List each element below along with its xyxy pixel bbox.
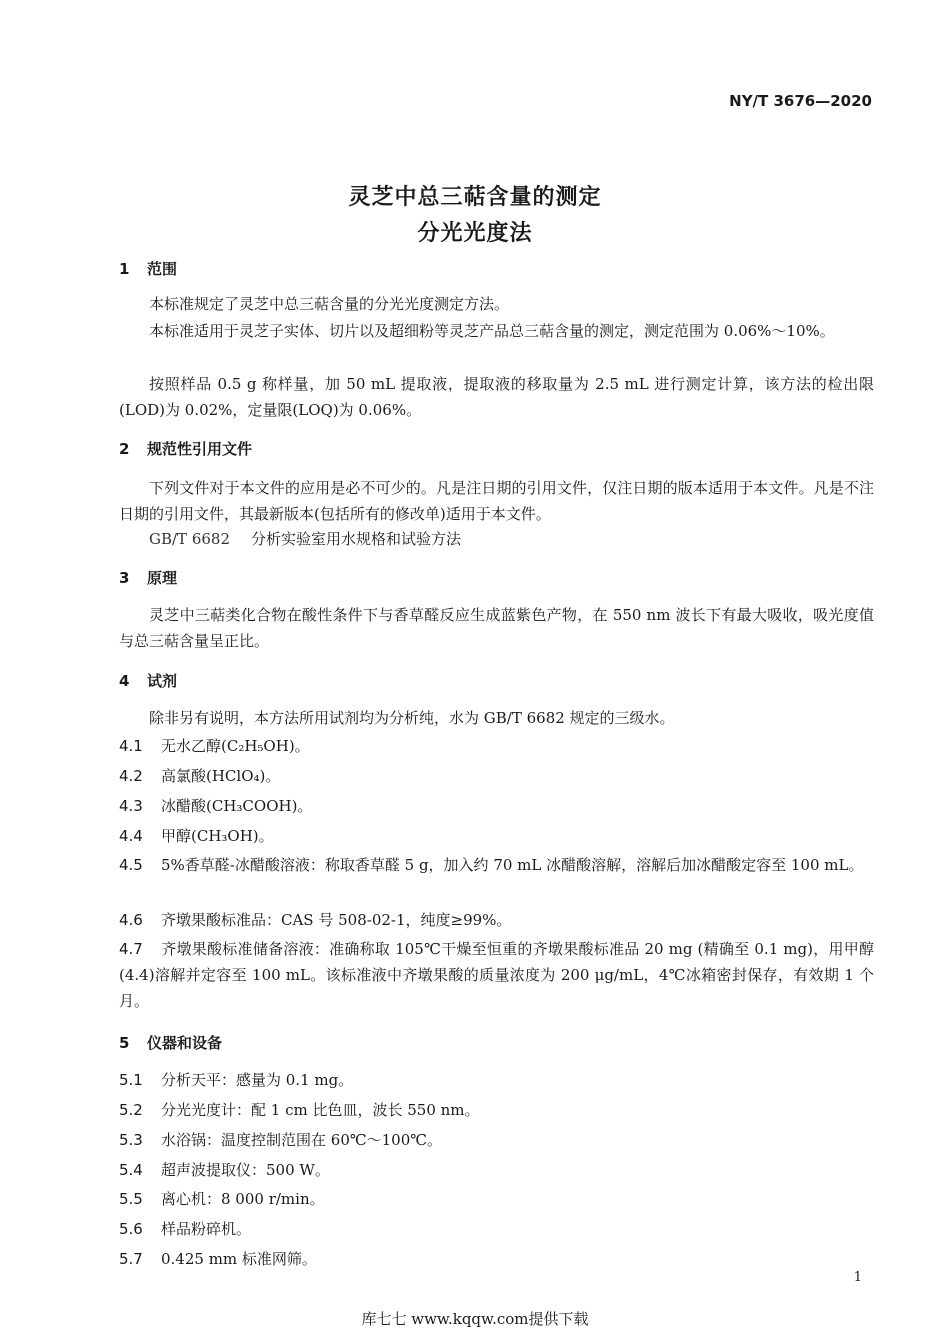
item-text: 超声波提取仪：500 W。	[161, 1161, 330, 1179]
item-number: 4.3	[119, 797, 143, 815]
item-number: 5.3	[119, 1131, 143, 1149]
section-heading-reagents	[119, 670, 177, 691]
apparatus-item	[119, 1067, 874, 1093]
download-footer: 库七七 www.kqqw.com提供下载	[361, 1310, 589, 1328]
section-heading-apparatus	[119, 1032, 222, 1053]
item-text: 甲醇(CH₃OH)。	[161, 827, 274, 845]
standard-number: NY/T 3676—2020	[729, 92, 872, 110]
item-number: 4.5	[119, 856, 143, 874]
reagent-item	[119, 793, 874, 819]
item-number: 5.1	[119, 1071, 143, 1089]
reagent-item	[119, 733, 874, 759]
section-title: 试剂	[147, 672, 178, 690]
paragraph: 除非另有说明，本方法所用试剂均为分析纯，水为 GB/T 6682 规定的三级水。	[149, 709, 675, 727]
item-number: 5.2	[119, 1101, 143, 1119]
apparatus-item	[119, 1157, 874, 1183]
reagent-item	[119, 763, 874, 789]
paragraph: 下列文件对于本文件的应用是必不可少的。凡是注日期的引用文件，仅注日期的版本适用于本文件。凡是不注日期的引用文件，其最新版本(包括所有的修改单)适用于本文件。	[119, 479, 874, 523]
item-text: 齐墩果酸标准储备溶液：准确称取 105℃干燥至恒重的齐墩果酸标准品 20 mg (精确至 0.1 mg)，用甲醇(4.4)溶解并定容至 100 mL。该标准液中齐墩果酸的质量浓度为 200 μg/mL，4℃冰箱密封保存，有效期 1 个月。	[119, 940, 874, 1010]
apparatus-item	[119, 1216, 874, 1242]
item-text: 冰醋酸(CH₃COOH)。	[161, 797, 313, 815]
reference-entry	[149, 526, 461, 552]
reference-code: GB/T 6682	[149, 530, 231, 548]
reagent-item	[119, 907, 874, 933]
item-number: 5.7	[119, 1250, 143, 1268]
item-text: 齐墩果酸标准品：CAS 号 508-02-1，纯度≥99%。	[161, 911, 512, 929]
section-title: 仪器和设备	[147, 1034, 223, 1052]
apparatus-item	[119, 1186, 874, 1212]
item-text: 0.425 mm 标准网筛。	[161, 1250, 317, 1268]
document-subtitle: 分光光度法	[417, 221, 533, 246]
item-text: 样品粉碎机。	[161, 1220, 252, 1238]
document-title: 灵芝中总三萜含量的测定	[348, 185, 602, 210]
section-title: 范围	[147, 260, 178, 278]
paragraph: 灵芝中三萜类化合物在酸性条件下与香草醛反应生成蓝紫色产物，在 550 nm 波长下有最大吸收，吸光度值与总三萜含量呈正比。	[119, 606, 874, 650]
paragraph: 本标准适用于灵芝子实体、切片以及超细粉等灵芝产品总三萜含量的测定，测定范围为 0.06%～10%。	[149, 322, 835, 340]
apparatus-item	[119, 1127, 874, 1153]
section-title: 规范性引用文件	[147, 440, 253, 458]
item-number: 5.5	[119, 1190, 143, 1208]
item-text: 5%香草醛-冰醋酸溶液：称取香草醛 5 g，加入约 70 mL 冰醋酸溶解，溶解后加冰醋酸定容至 100 mL。	[161, 856, 864, 874]
item-text: 水浴锅：温度控制范围在 60℃～100℃。	[161, 1131, 443, 1149]
item-text: 离心机：8 000 r/min。	[161, 1190, 325, 1208]
section-number: 1	[119, 260, 130, 278]
item-number: 4.6	[119, 911, 143, 929]
page-number: 1	[853, 1270, 862, 1285]
item-number: 4.1	[119, 737, 143, 755]
item-text: 无水乙醇(C₂H₅OH)。	[161, 737, 310, 755]
item-text: 分光光度计：配 1 cm 比色皿，波长 550 nm。	[161, 1101, 480, 1119]
section-heading-normative-references	[119, 438, 252, 459]
reagent-item	[119, 823, 874, 849]
section-number: 2	[119, 440, 130, 458]
section-number: 4	[119, 672, 130, 690]
item-number: 4.4	[119, 827, 143, 845]
paragraph: 本标准规定了灵芝中总三萜含量的分光光度测定方法。	[149, 295, 510, 313]
item-text: 分析天平：感量为 0.1 mg。	[161, 1071, 354, 1089]
section-number: 3	[119, 569, 130, 587]
item-text: 高氯酸(HClO₄)。	[161, 767, 281, 785]
item-number: 4.7	[119, 940, 143, 958]
item-number: 4.2	[119, 767, 143, 785]
section-number: 5	[119, 1034, 130, 1052]
section-heading-scope	[119, 258, 177, 279]
apparatus-item	[119, 1097, 874, 1123]
section-heading-principle	[119, 567, 177, 588]
reagent-item	[119, 852, 874, 878]
item-number: 5.6	[119, 1220, 143, 1238]
reference-title: 分析实验室用水规格和试验方法	[251, 530, 462, 548]
item-number: 5.4	[119, 1161, 143, 1179]
paragraph: 按照样品 0.5 g 称样量，加 50 mL 提取液，提取液的移取量为 2.5 mL 进行测定计算，该方法的检出限(LOD)为 0.02%，定量限(LOQ)为 0.06%。	[119, 375, 874, 419]
section-title: 原理	[147, 569, 178, 587]
apparatus-item	[119, 1246, 874, 1272]
reagent-item	[119, 936, 874, 1014]
